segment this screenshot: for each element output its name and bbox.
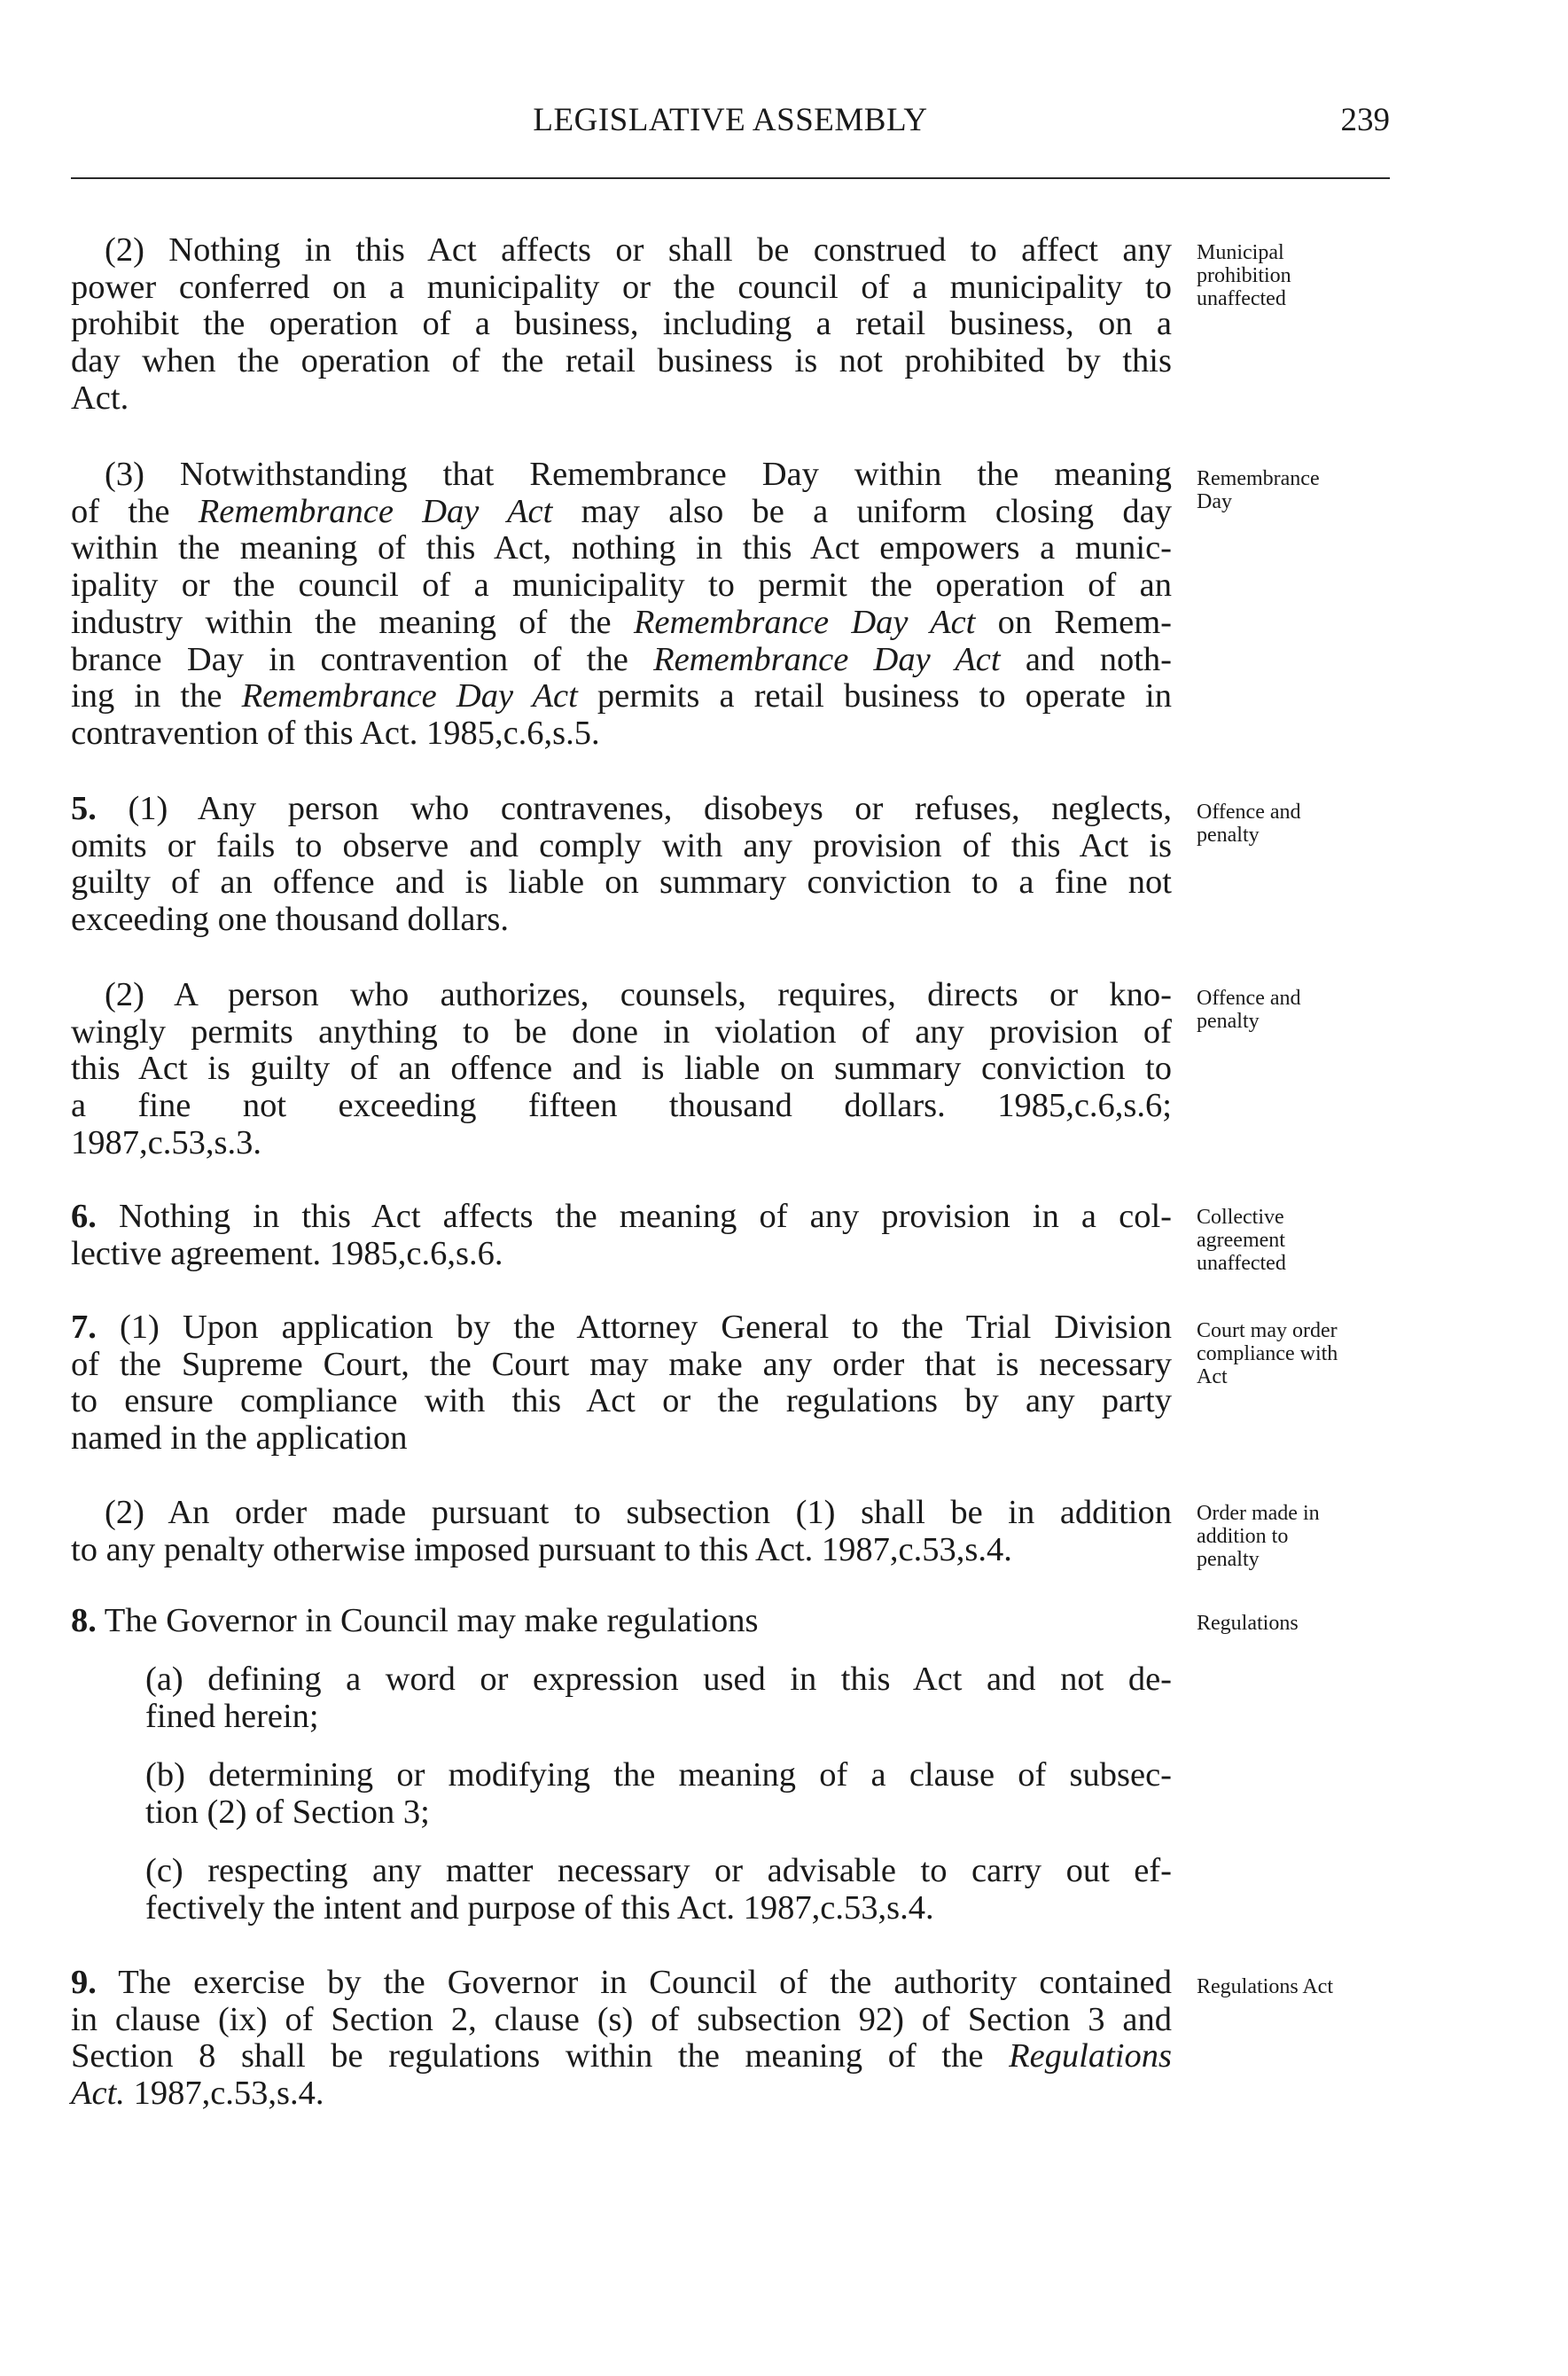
text-line: within the meaning of this Act, nothing in this Act empowers a munic- — [71, 529, 1172, 567]
text-line: a fine not exceeding fifteen thousand dollars. 1985,c.6,s.6; — [71, 1087, 1172, 1125]
margin-note-regulations: Regulations — [1197, 1612, 1299, 1635]
page-header — [71, 98, 1390, 151]
text-line: wingly permits anything to be done in violation of any provision of — [71, 1012, 1172, 1051]
text-line: to ensure compliance with this Act or the regulations by any party — [71, 1382, 1172, 1420]
subsection-5-2 — [71, 977, 1172, 1162]
clause-8-c — [71, 1853, 1172, 1927]
section-number: 6. — [71, 1198, 97, 1235]
text-line: prohibit the operation of a business, including a retail business, on a — [71, 305, 1172, 343]
section-9 — [71, 1965, 1172, 2113]
section-number: 9. — [71, 1964, 97, 2001]
text-line: ipality or the council of a municipality to permit the operation of an — [71, 567, 1172, 605]
text-line: contravention of this Act. 1985,c.6,s.5. — [71, 714, 600, 752]
text-line: industry within the meaning of the Remembrance Day Act on Remem- — [71, 603, 1172, 641]
text-line: (a) defining a word or expression used in this Act and not de- — [145, 1661, 1172, 1698]
section-5-1 — [71, 791, 1172, 939]
text-line: Act. 1987,c.53,s.4. — [71, 2075, 324, 2113]
text-line: 1987,c.53,s.3. — [71, 1123, 261, 1161]
text-line: fectively the intent and purpose of this Act. 1987,c.53,s.4. — [145, 1888, 934, 1927]
section-number: 5. — [71, 790, 97, 827]
text-line: power conferred on a municipality or the council of a municipality to — [71, 268, 1172, 306]
margin-note-remembrance-day: Remembrance Day — [1197, 467, 1320, 513]
margin-note-offence-and-penalty: Offence and penalty — [1197, 987, 1301, 1033]
margin-note-regulations-act: Regulations Act — [1197, 1975, 1333, 1998]
text-line: 9. The exercise by the Governor in Council of the authority contained — [71, 1964, 1172, 2001]
text-line: 6. Nothing in this Act affects the meaning of any provision in a col- — [71, 1198, 1172, 1235]
text-line: (2) An order made pursuant to subsection (1) shall be in addition — [105, 1494, 1172, 1531]
text-line: 5. (1) Any person who contravenes, disobeys or refuses, neglects, — [71, 790, 1172, 827]
text-line: lective agreement. 1985,c.6,s.6. — [71, 1234, 503, 1272]
subsection-7-2 — [71, 1495, 1172, 1568]
subsection-4-2 — [71, 232, 1172, 418]
page-number: 239 — [1340, 102, 1390, 138]
text-line: (2) A person who authorizes, counsels, requires, directs or kno- — [105, 976, 1172, 1013]
text-line: guilty of an offence and is liable on summary conviction to a fine not — [71, 864, 1172, 902]
text-line: Act. — [71, 379, 129, 417]
text-line: to any penalty otherwise imposed pursuant to this Act. 1987,c.53,s.4. — [71, 1530, 1012, 1568]
text-line: (2) Nothing in this Act affects or shall be construed to affect any — [105, 231, 1172, 269]
text-line: this Act is guilty of an offence and is liable on summary conviction to — [71, 1050, 1172, 1088]
text-line: of the Supreme Court, the Court may make any order that is necessary — [71, 1345, 1172, 1383]
text-line: fined herein; — [145, 1697, 319, 1735]
text-line: exceeding one thousand dollars. — [71, 901, 509, 939]
clause-8-b — [71, 1757, 1172, 1831]
text-line: day when the operation of the retail business is not prohibited by this — [71, 342, 1172, 380]
text-line: brance Day in contravention of the Remembrance Day Act and noth- — [71, 640, 1172, 678]
text-line: (3) Notwithstanding that Remembrance Day within the meaning — [105, 456, 1172, 493]
section-7-1 — [71, 1309, 1172, 1458]
margin-note-order-addition: Order made in addition to penalty — [1197, 1502, 1320, 1571]
section-8 — [71, 1603, 1172, 1640]
margin-note-municipal-prohibition: Municipal prohibition unaffected — [1197, 241, 1291, 310]
running-title: LEGISLATIVE ASSEMBLY — [533, 102, 928, 138]
section-number: 7. — [71, 1309, 97, 1346]
text-line: tion (2) of Section 3; — [145, 1793, 430, 1831]
margin-note-collective-agreement: Collective agreement unaffected — [1197, 1206, 1286, 1275]
text-line: Section 8 shall be regulations within the meaning of the Regulations — [71, 2037, 1172, 2075]
text-line: omits or fails to observe and comply with any provision of this Act is — [71, 826, 1172, 864]
header-rule — [71, 177, 1390, 179]
text-line: (b) determining or modifying the meaning of a clause of subsec- — [145, 1756, 1172, 1794]
text-line: named in the application — [71, 1419, 408, 1458]
text-line: 7. (1) Upon application by the Attorney General to the Trial Division — [71, 1309, 1172, 1346]
margin-note-court-order: Court may order compliance with Act — [1197, 1319, 1338, 1388]
text-line: in clause (ix) of Section 2, clause (s) of subsection 92) of Section 3 and — [71, 2000, 1172, 2038]
text-line: (c) respecting any matter necessary or advisable to carry out ef- — [145, 1852, 1172, 1889]
text-line: 8. The Governor in Council may make regulations — [71, 1602, 759, 1639]
text-line: of the Remembrance Day Act may also be a uniform closing day — [71, 492, 1172, 530]
section-number: 8. — [71, 1602, 97, 1639]
section-6 — [71, 1199, 1172, 1272]
clause-8-a — [71, 1661, 1172, 1735]
margin-note-offence-and-penalty: Offence and penalty — [1197, 801, 1301, 847]
subsection-4-3 — [71, 457, 1172, 753]
text-line: ing in the Remembrance Day Act permits a retail business to operate in — [71, 677, 1172, 715]
